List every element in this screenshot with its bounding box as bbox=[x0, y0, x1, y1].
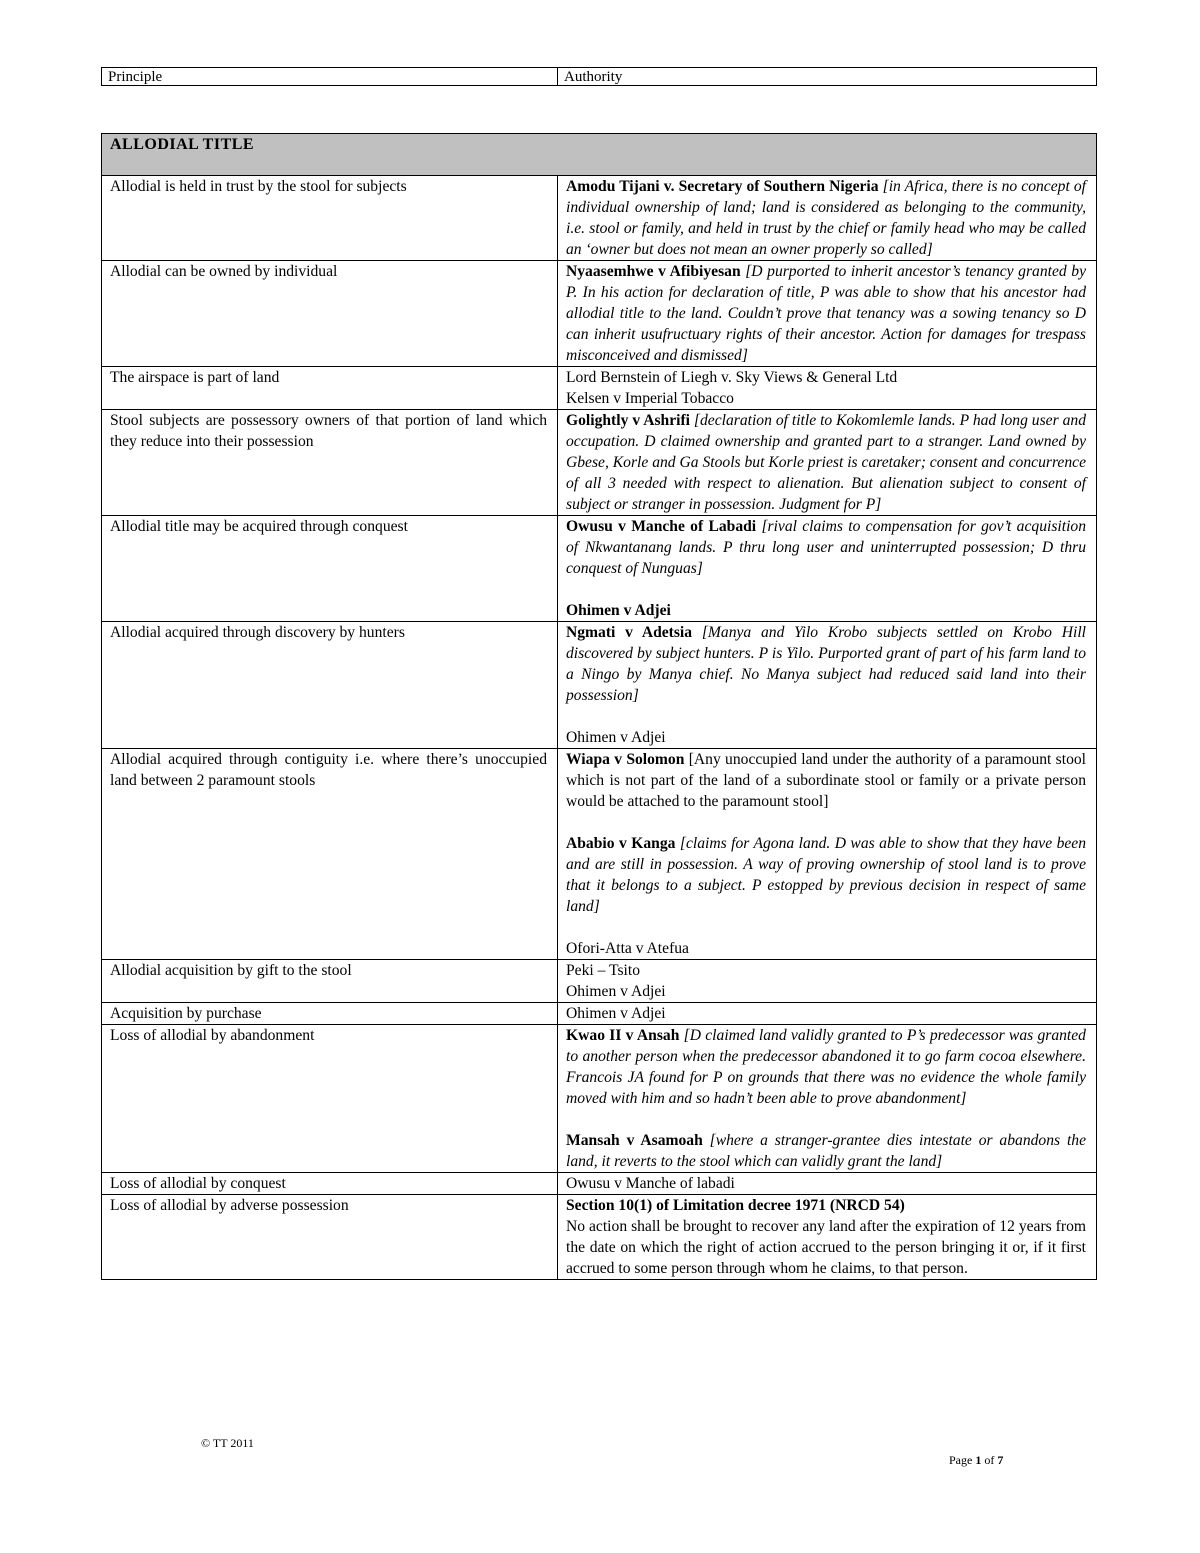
spacer bbox=[566, 812, 1086, 833]
authority-entry bbox=[566, 176, 1086, 260]
authority-text: Ohimen v Adjei bbox=[566, 1005, 666, 1022]
authority-header: Authority bbox=[564, 69, 623, 85]
case-name: Wiapa v Solomon bbox=[566, 751, 685, 768]
case-summary: [where a stranger-grantee dies intestate or abandons the land, it reverts to the stool which can validly grant the land] bbox=[566, 1132, 1086, 1170]
table-row bbox=[102, 1173, 1097, 1195]
spacer bbox=[566, 1109, 1086, 1130]
authority-entry bbox=[566, 367, 1086, 388]
principle-cell: The airspace is part of land bbox=[102, 367, 558, 410]
authority-cell bbox=[558, 1003, 1097, 1025]
authority-entry bbox=[566, 960, 1086, 981]
authority-text: Lord Bernstein of Liegh v. Sky Views & General Ltd bbox=[566, 369, 898, 386]
case-name: Section 10(1) of Limitation decree 1971 (NRCD 54) bbox=[566, 1197, 905, 1214]
case-name: Golightly v Ashrifi bbox=[566, 412, 690, 429]
authority-cell bbox=[558, 410, 1097, 516]
authority-cell bbox=[558, 176, 1097, 261]
case-summary: [D claimed land validly granted to P’s predecessor was granted to another person when the predecessor abandoned it to go farm cocoa elsewhere. Francois JA found for P on grounds that there was no evidence the whole family moved with him and so hadn’t been able to prove abandonment] bbox=[566, 1027, 1086, 1107]
case-name: Ohimen v Adjei bbox=[566, 602, 671, 619]
principle-cell: Allodial can be owned by individual bbox=[102, 261, 558, 367]
authority-cell bbox=[558, 1195, 1097, 1280]
authority-entry bbox=[566, 1195, 1086, 1216]
authority-cell bbox=[558, 960, 1097, 1003]
authority-cell bbox=[558, 622, 1097, 749]
principle-cell: Allodial acquired through discovery by hunters bbox=[102, 622, 558, 749]
section-title: ALLODIAL TITLE bbox=[102, 134, 1097, 176]
principle-cell: Allodial is held in trust by the stool for subjects bbox=[102, 176, 558, 261]
principle-cell: Allodial acquisition by gift to the stool bbox=[102, 960, 558, 1003]
authority-entry bbox=[566, 1003, 1086, 1024]
authority-entry bbox=[566, 622, 1086, 706]
authority-text: No action shall be brought to recover any land after the expiration of 12 years from the date on which the right of action accrued to the person bringing it or, if it first accrued to some person through whom he claims, to that person. bbox=[566, 1218, 1086, 1277]
authority-cell bbox=[558, 1025, 1097, 1173]
authority-entry bbox=[566, 410, 1086, 515]
case-name: Owusu v Manche of Labadi bbox=[566, 518, 757, 535]
page-prefix: Page bbox=[949, 1453, 973, 1467]
copyright-notice bbox=[201, 1436, 254, 1451]
authority-cell bbox=[558, 749, 1097, 960]
authority-text: Ohimen v Adjei bbox=[566, 983, 666, 1000]
page-current: 1 bbox=[975, 1453, 982, 1467]
authority-cell bbox=[558, 367, 1097, 410]
page-of: of bbox=[984, 1453, 995, 1467]
case-name: Nyaasemhwe v Afibiyesan bbox=[566, 263, 741, 280]
case-name: Kwao II v Ansah bbox=[566, 1027, 680, 1044]
case-summary: [in Africa, there is no concept of individual ownership of land; land is considered as belonging to the community, i.e. stool or family, and held in trust by the chief or family head who may be called an ‘owner but does not mean an owner properly so called] bbox=[566, 178, 1086, 258]
case-summary: [Manya and Yilo Krobo subjects settled on Krobo Hill discovered by subject hunters. P is Yilo. Purported grant of part of his farm land to a Ningo by Manya chief. No Manya subject had reduced said land into their possession] bbox=[566, 624, 1086, 704]
principle-header: Principle bbox=[102, 68, 558, 85]
authority-entry bbox=[566, 981, 1086, 1002]
spacer bbox=[566, 706, 1086, 727]
principle-cell: Acquisition by purchase bbox=[102, 1003, 558, 1025]
principle-cell: Loss of allodial by conquest bbox=[102, 1173, 558, 1195]
case-summary: [declaration of title to Kokomlemle lands. P had long user and occupation. D claimed ownership and granted part to a stranger. Land owned by Gbese, Korle and Ga Stools but Korle priest is caretaker; consent and concurrence of all 3 needed with respect to alienation. But alienation subject to consent of subject or stranger in possession. Judgment for P] bbox=[566, 412, 1086, 513]
authority-entry bbox=[566, 749, 1086, 812]
authority-text: Owusu v Manche of labadi bbox=[566, 1175, 735, 1192]
authority-entry bbox=[566, 1173, 1086, 1194]
authority-entry bbox=[566, 833, 1086, 917]
authority-entry bbox=[566, 261, 1086, 366]
authority-entry bbox=[566, 516, 1086, 579]
page-total: 7 bbox=[997, 1453, 1004, 1467]
spacer bbox=[566, 917, 1086, 938]
authority-entry bbox=[566, 1216, 1086, 1279]
principle-cell: Loss of allodial by adverse possession bbox=[102, 1195, 558, 1280]
page-number bbox=[949, 1453, 1003, 1468]
table-row bbox=[102, 410, 1097, 516]
case-summary: [D purported to inherit ancestor’s tenancy granted by P. In his action for declaration of title, P was able to show that his ancestor had allodial title to the land. Couldn’t prove that tenancy was a sowing tenancy so D can inherit usufructuary rights of their ancestor. Action for damages for trespass misconceived and dismissed] bbox=[566, 263, 1086, 364]
table-row bbox=[102, 261, 1097, 367]
authority-text: Ofori-Atta v Atefua bbox=[566, 940, 689, 957]
table-row bbox=[102, 622, 1097, 749]
principle-cell: Allodial acquired through contiguity i.e. where there’s unoccupied land between 2 paramount stools bbox=[102, 749, 558, 960]
principle-cell: Loss of allodial by abandonment bbox=[102, 1025, 558, 1173]
authority-text: Kelsen v Imperial Tobacco bbox=[566, 390, 734, 407]
principle-cell: Stool subjects are possessory owners of that portion of land which they reduce into their possession bbox=[102, 410, 558, 516]
table-row bbox=[102, 960, 1097, 1003]
authority-entry bbox=[566, 938, 1086, 959]
principle-cell: Allodial title may be acquired through conquest bbox=[102, 516, 558, 622]
case-summary: [Any unoccupied land under the authority of a paramount stool which is not part of the land of a subordinate stool or family or a private person would be attached to the paramount stool] bbox=[566, 751, 1087, 810]
table-row bbox=[102, 176, 1097, 261]
authority-entry bbox=[566, 600, 1086, 621]
case-summary: [rival claims to compensation for gov’t acquisition of Nkwantanang lands. P thru long user and uninterrupted possession; D thru conquest of Nunguas] bbox=[566, 518, 1086, 577]
authority-cell bbox=[558, 516, 1097, 622]
section-header-row bbox=[102, 134, 1097, 176]
case-name: Mansah v Asamoah bbox=[566, 1132, 703, 1149]
column-header bbox=[101, 67, 1097, 86]
case-name: Ngmati v Adetsia bbox=[566, 624, 693, 641]
authority-cell bbox=[558, 261, 1097, 367]
authority-entry bbox=[566, 1130, 1086, 1172]
copyright-text: © TT 2011 bbox=[201, 1436, 254, 1450]
authority-text: Peki – Tsito bbox=[566, 962, 641, 979]
spacer bbox=[566, 579, 1086, 600]
table-row bbox=[102, 1025, 1097, 1173]
authority-entry bbox=[566, 727, 1086, 748]
authority-text: Ohimen v Adjei bbox=[566, 729, 666, 746]
authority-cell bbox=[558, 1173, 1097, 1195]
table-row bbox=[102, 749, 1097, 960]
case-summary: [claims for Agona land. D was able to show that they have been and are still in possession. A way of proving ownership of stool land is to prove that it belongs to a subject. P estopped by previous decision in respect of same land] bbox=[566, 835, 1086, 915]
case-name: Ababio v Kanga bbox=[566, 835, 676, 852]
authority-entry bbox=[566, 388, 1086, 409]
table-row bbox=[102, 1003, 1097, 1025]
table-row bbox=[102, 1195, 1097, 1280]
authority-entry bbox=[566, 1025, 1086, 1109]
table-row bbox=[102, 516, 1097, 622]
table-row bbox=[102, 367, 1097, 410]
case-name: Amodu Tijani v. Secretary of Southern Nigeria bbox=[566, 178, 879, 195]
principles-table bbox=[101, 133, 1097, 1280]
